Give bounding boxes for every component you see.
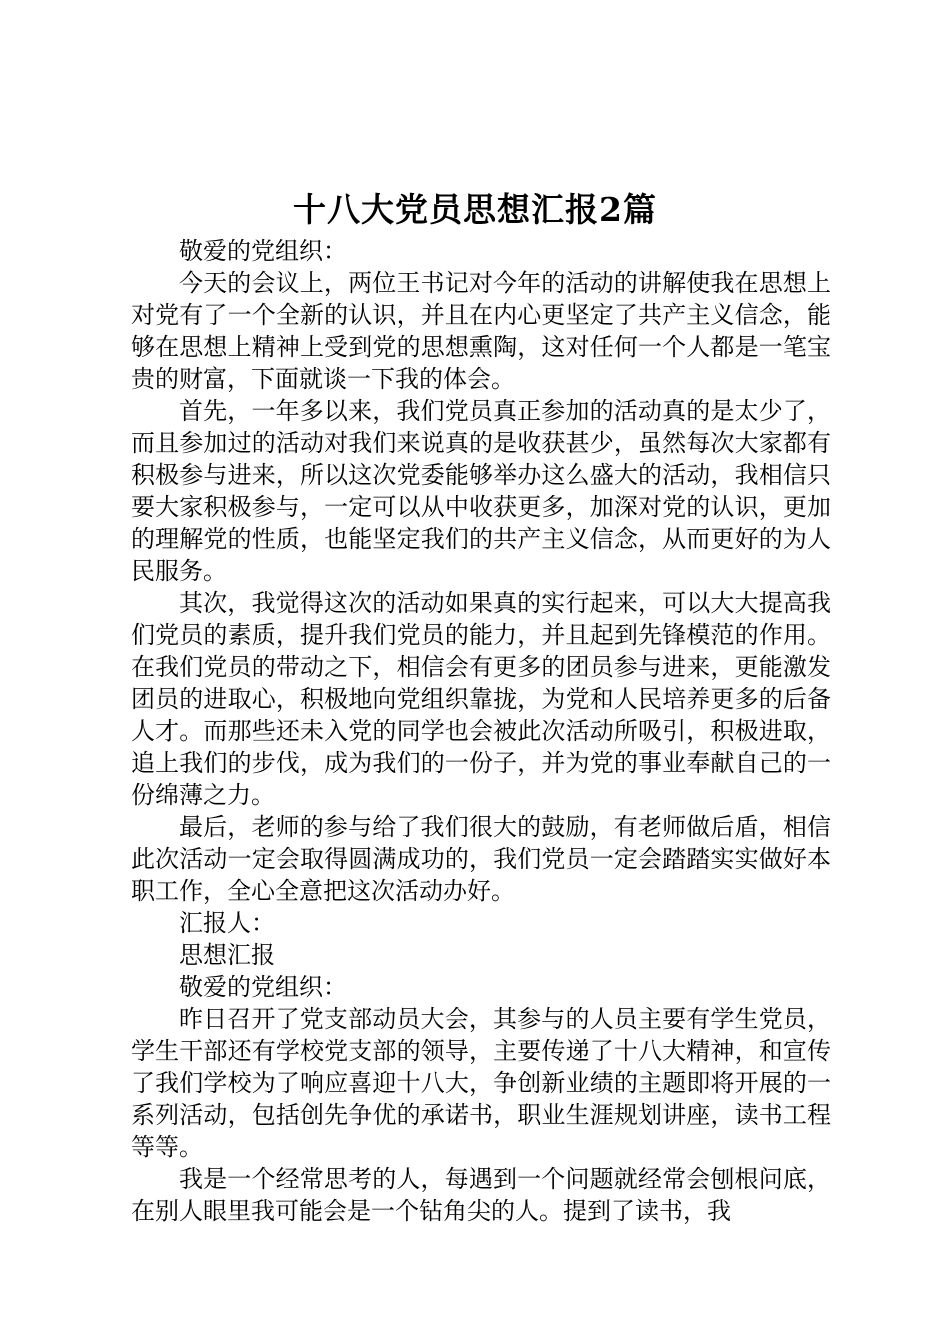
paragraph: 昨日召开了党支部动员大会，其参与的人员主要有学生党员，学生干部还有学校党支部的领导，主要传递了十八大精神，和宣传了我们学校为了响应喜迎十八大，争创新业绩的主题即将开展的一系列活动，包括创先争优的承诺书，职业生涯规划讲座，读书工程等等。 [131, 1005, 831, 1161]
document-title: 十八大党员思想汇报2篇 [293, 190, 657, 229]
paragraph: 其次，我觉得这次的活动如果真的实行起来，可以大大提高我们党员的素质，提升我们党员的能力，并且起到先锋模范的作用。在我们党员的带动之下，相信会有更多的团员参与进来，更能激发团员的进取心，积极地向党组织靠拢，为党和人民培养更多的后备人才。而那些还未入党的同学也会被此次活动所吸引，积极进取，追上我们的步伐，成为我们的一份子，并为党的事业奉献自己的一份绵薄之力。 [131, 589, 831, 809]
paragraph: 最后，老师的参与给了我们很大的鼓励，有老师做后盾，相信此次活动一定会取得圆满成功的，我们党员一定会踏踏实实做好本职工作，全心全意把这次活动办好。 [131, 813, 831, 905]
reporter-label: 汇报人： [179, 909, 275, 937]
paragraph: 首先，一年多以来，我们党员真正参加的活动真的是太少了，而且参加过的活动对我们来说真的是收获甚少，虽然每次大家都有积极参与进来，所以这次党委能够举办这么盛大的活动，我相信只要大家积极参与，一定可以从中收获更多，加深对党的认识，更加的理解党的性质，也能坚定我们的共产主义信念，从而更好的为人民服务。 [131, 397, 831, 585]
paragraph: 我是一个经常思考的人，每遇到一个问题就经常会刨根问底，在别人眼里我可能会是一个钻角尖的人。提到了读书，我 [131, 1165, 831, 1225]
salutation: 敬爱的党组织： [179, 237, 347, 265]
document-body [131, 235, 831, 1227]
section-heading: 思想汇报 [179, 941, 275, 969]
paragraph: 今天的会议上，两位王书记对今年的活动的讲解使我在思想上对党有了一个全新的认识，并且在内心更坚定了共产主义信念，能够在思想上精神上受到党的思想熏陶，这对任何一个人都是一笔宝贵的财富，下面就谈一下我的体会。 [131, 269, 831, 393]
salutation: 敬爱的党组织： [179, 973, 347, 1001]
